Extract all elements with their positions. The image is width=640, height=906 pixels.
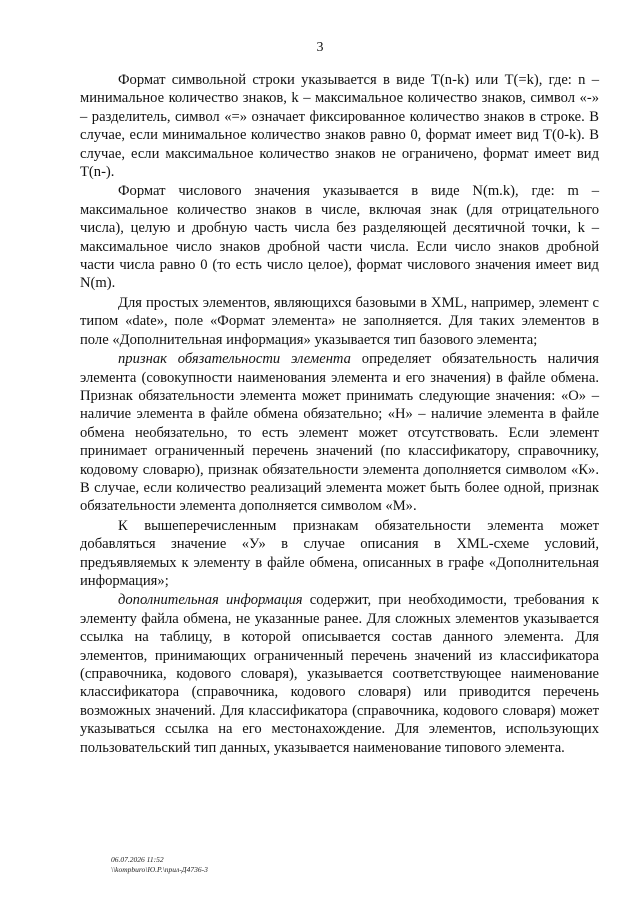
term-mandatory-flag: признак обязательности элемента: [118, 351, 351, 368]
paragraph-string-format: [80, 71, 599, 181]
paragraph-text: определяет обязательность наличия элемента (совокупности наименования элемента и его значения) в файле обмена. Признак обязательности элемента может принимать следующие значения: «О» – наличие элемента в файле обмена обязательно; «Н» – наличие элемента в файле обмена необязательно, то есть элемент может отсутствовать. Если элемент принимает ограниченный перечень значений (по классификатору, справочнику, кодовому словарю), признак обязательности элемента дополняется символом «К». В случае, если количество реализаций элемента может быть более одной, признак обязательности элемента дополняется символом «М».: [80, 351, 599, 515]
paragraph-number-format: [80, 182, 599, 292]
paragraph-text: Формат символьной строки указывается в виде T(n-k) или T(=k), где: n – минимальное количество знаков, k – максимальное количество знаков, символ «-» – разделитель, символ «=» означает фиксированное количество знаков в строке. В случае, если минимальное количество знаков равно 0, формат имеет вид T(0-k). В случае, если максимальное количество знаков не ограничено, формат имеет вид T(n-).: [80, 72, 599, 181]
footer-datetime: 06.07.2026 11:52: [111, 855, 164, 864]
paragraph-condition-flag: [80, 517, 599, 591]
document-body: [80, 71, 599, 757]
paragraph-text: Для простых элементов, являющихся базовыми в XML, например, элемент с типом «date», поле «Формат элемента» не заполняется. Для таких элементов в поле «Дополнительная информация» указывается тип базового элемента;: [80, 294, 599, 348]
footer-file-path: \\kompburo\Ю.Р.\прил-Д4736-3: [111, 864, 208, 874]
footer-stamp: [111, 855, 208, 874]
paragraph-text: содержит, при необходимости, требования к элементу файла обмена, не указанные ранее. Для сложных элементов указывается ссылка на таблицу, в которой описывается состав данного элемента. Для элементов, принимающих ограниченный перечень значений из классификатора (справочника, кодового словаря), указывается соответствующее наименование классификатора (справочника, кодового словаря) или приводится перечень возможных значений. Для классификатора (справочника, кодового словаря) может указываться ссылка на его местонахождение. Для элементов, использующих пользовательский тип данных, указывается наименование типового элемента.: [80, 592, 599, 756]
paragraph-text: К вышеперечисленным признакам обязательности элемента может добавляться значение «У» в случае описания в XML-схеме условий, предъявляемых к элементу в файле обмена, описанных в графе «Дополнительная информация»;: [80, 517, 599, 589]
paragraph-additional-info: [80, 591, 599, 757]
paragraph-base-elements: [80, 294, 599, 349]
paragraph-text: Формат числового значения указывается в виде N(m.k), где: m – максимальное количество знаков в числе, включая знак (для отрицательного числа), целую и дробную часть числа без разделяющей десятичной точки, k – максимальное число знаков дробной части числа. Если число знаков дробной части числа равно 0 (то есть число целое), формат числового значения имеет вид N(m).: [80, 183, 599, 292]
term-additional-info: дополнительная информация: [118, 592, 303, 609]
paragraph-mandatory-flag: [80, 350, 599, 516]
page-number: 3: [316, 40, 324, 55]
